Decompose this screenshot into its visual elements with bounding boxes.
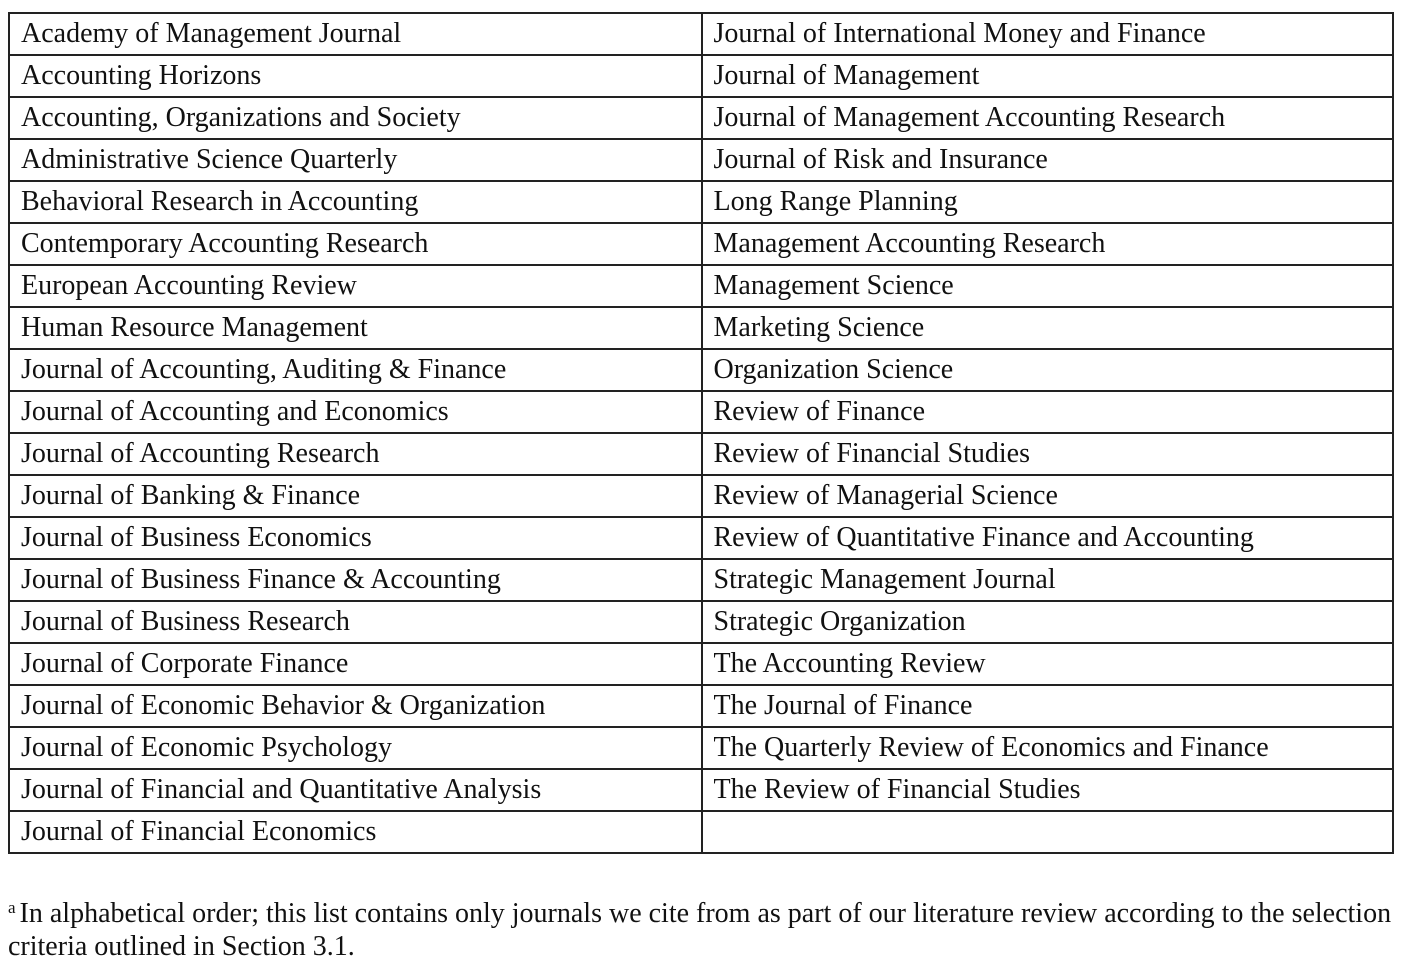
journal-cell-left: Administrative Science Quarterly: [9, 139, 702, 181]
journal-cell-left: Journal of Accounting and Economics: [9, 391, 702, 433]
journal-cell-left: Journal of Banking & Finance: [9, 475, 702, 517]
journal-cell-right: [702, 811, 1394, 853]
table-row: [9, 475, 1393, 517]
footnote-marker: a: [8, 898, 16, 917]
footnote-text: In alphabetical order; this list contains only journals we cite from as part of our literature review according to the selection criteria outlined in Section 3.1.: [8, 898, 1392, 962]
journal-cell-left: Journal of Economic Psychology: [9, 727, 702, 769]
table-row: [9, 769, 1393, 811]
table-row: [9, 265, 1393, 307]
journal-cell-right: The Accounting Review: [702, 643, 1394, 685]
table-row: [9, 601, 1393, 643]
journal-table-body: [9, 13, 1393, 853]
journal-cell-right: The Quarterly Review of Economics and Finance: [702, 727, 1394, 769]
table-row: [9, 181, 1393, 223]
journal-cell-right: Journal of Management Accounting Research: [702, 97, 1394, 139]
journal-cell-left: Journal of Business Economics: [9, 517, 702, 559]
journal-cell-left: Journal of Business Finance & Accounting: [9, 559, 702, 601]
table-row: [9, 307, 1393, 349]
journal-cell-left: Behavioral Research in Accounting: [9, 181, 702, 223]
journal-cell-left: Human Resource Management: [9, 307, 702, 349]
table-row: [9, 223, 1393, 265]
journal-cell-left: Journal of Financial Economics: [9, 811, 702, 853]
table-row: [9, 727, 1393, 769]
journal-cell-right: Management Accounting Research: [702, 223, 1394, 265]
journal-cell-right: Review of Finance: [702, 391, 1394, 433]
journal-cell-right: Journal of International Money and Finance: [702, 13, 1394, 55]
table-row: [9, 55, 1393, 97]
journal-cell-left: Accounting, Organizations and Society: [9, 97, 702, 139]
journal-cell-right: Organization Science: [702, 349, 1394, 391]
journal-cell-right: The Journal of Finance: [702, 685, 1394, 727]
table-row: [9, 685, 1393, 727]
journal-cell-right: Management Science: [702, 265, 1394, 307]
journal-cell-right: Strategic Management Journal: [702, 559, 1394, 601]
journal-cell-right: Review of Managerial Science: [702, 475, 1394, 517]
journal-cell-right: Journal of Risk and Insurance: [702, 139, 1394, 181]
journal-cell-right: Strategic Organization: [702, 601, 1394, 643]
journal-cell-right: Review of Quantitative Finance and Accounting: [702, 517, 1394, 559]
footnote: [8, 897, 1398, 963]
journal-cell-left: Contemporary Accounting Research: [9, 223, 702, 265]
table-row: [9, 349, 1393, 391]
table-row: [9, 811, 1393, 853]
journal-cell-right: Long Range Planning: [702, 181, 1394, 223]
journal-cell-left: Journal of Business Research: [9, 601, 702, 643]
table-row: [9, 391, 1393, 433]
journal-cell-left: Accounting Horizons: [9, 55, 702, 97]
journal-table: [8, 12, 1394, 854]
journal-cell-right: Journal of Management: [702, 55, 1394, 97]
journal-cell-right: Review of Financial Studies: [702, 433, 1394, 475]
journal-cell-left: European Accounting Review: [9, 265, 702, 307]
journal-cell-left: Journal of Corporate Finance: [9, 643, 702, 685]
table-row: [9, 559, 1393, 601]
table-row: [9, 433, 1393, 475]
table-row: [9, 139, 1393, 181]
journal-cell-left: Journal of Economic Behavior & Organization: [9, 685, 702, 727]
journal-cell-left: Academy of Management Journal: [9, 13, 702, 55]
table-row: [9, 97, 1393, 139]
table-row: [9, 517, 1393, 559]
table-row: [9, 13, 1393, 55]
journal-cell-left: Journal of Financial and Quantitative Analysis: [9, 769, 702, 811]
journal-cell-right: Marketing Science: [702, 307, 1394, 349]
table-row: [9, 643, 1393, 685]
journal-cell-right: The Review of Financial Studies: [702, 769, 1394, 811]
journal-cell-left: Journal of Accounting, Auditing & Finance: [9, 349, 702, 391]
journal-cell-left: Journal of Accounting Research: [9, 433, 702, 475]
